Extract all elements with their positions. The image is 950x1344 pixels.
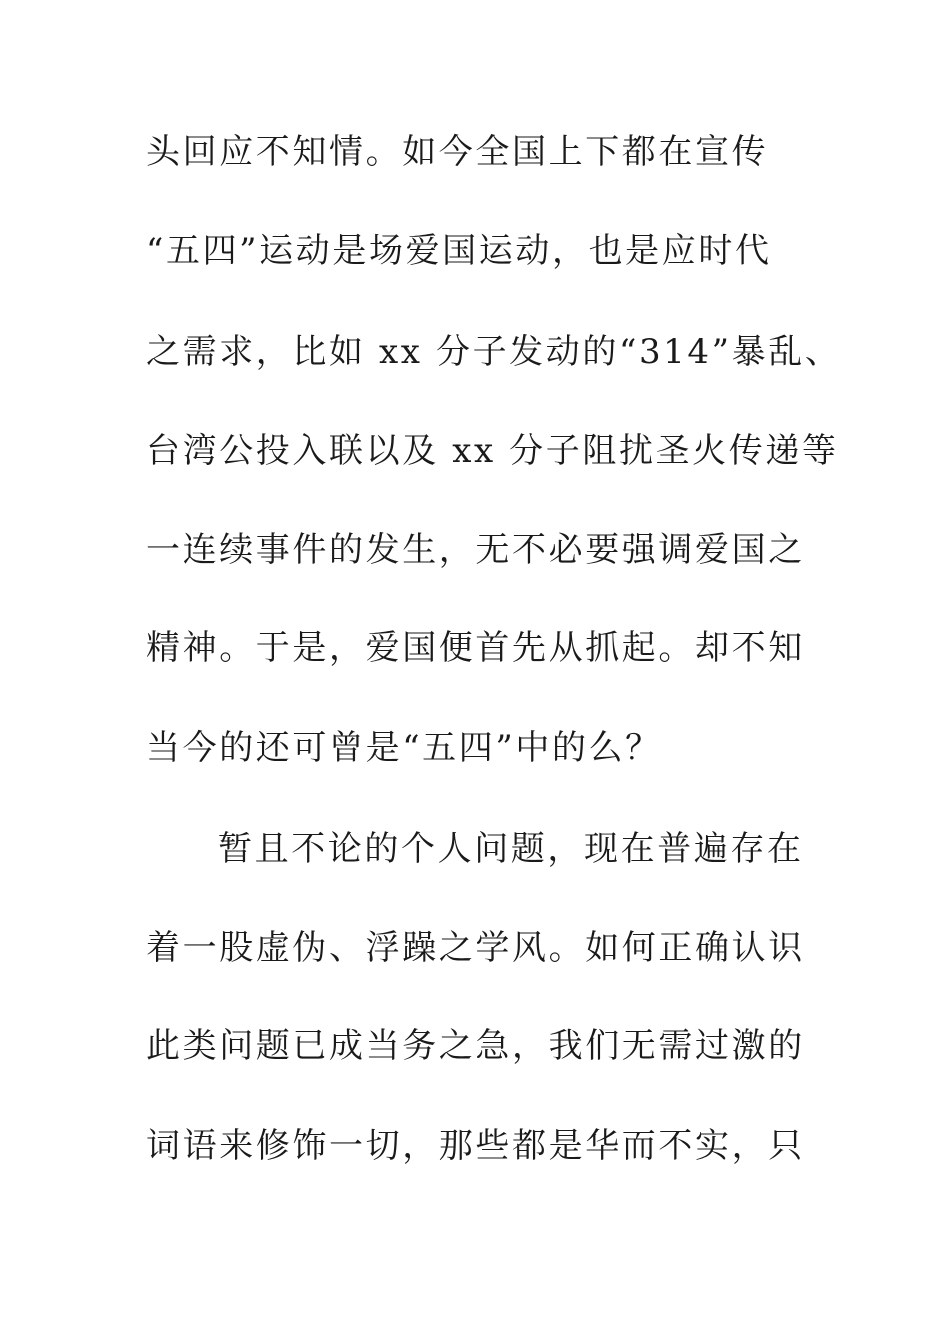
- text-line: “五四”运动是场爱国运动，也是应时代: [146, 231, 772, 271]
- text-line: 台湾公投入联以及 xx 分子阻扰圣火传递等: [146, 431, 839, 471]
- text-line: 此类问题已成当务之急，我们无需过激的: [146, 1026, 805, 1066]
- text-line: 当今的还可曾是“五四”中的么？: [146, 728, 662, 768]
- text-line: 一连续事件的发生，无不必要强调爱国之: [146, 530, 805, 570]
- text-line: 着一股虚伪、浮躁之学风。如何正确认识: [146, 928, 805, 968]
- text-line: 之需求，比如 xx 分子发动的“314”暴乱、: [146, 332, 842, 372]
- paragraph-first-line: 暂且不论的个人问题，现在普遍存在: [218, 829, 804, 869]
- text-line: 精神。于是，爱国便首先从抓起。却不知: [146, 628, 805, 668]
- text-line: 词语来修饰一切，那些都是华而不实，只: [146, 1126, 805, 1166]
- text-line: 头回应不知情。如今全国上下都在宣传: [146, 132, 769, 172]
